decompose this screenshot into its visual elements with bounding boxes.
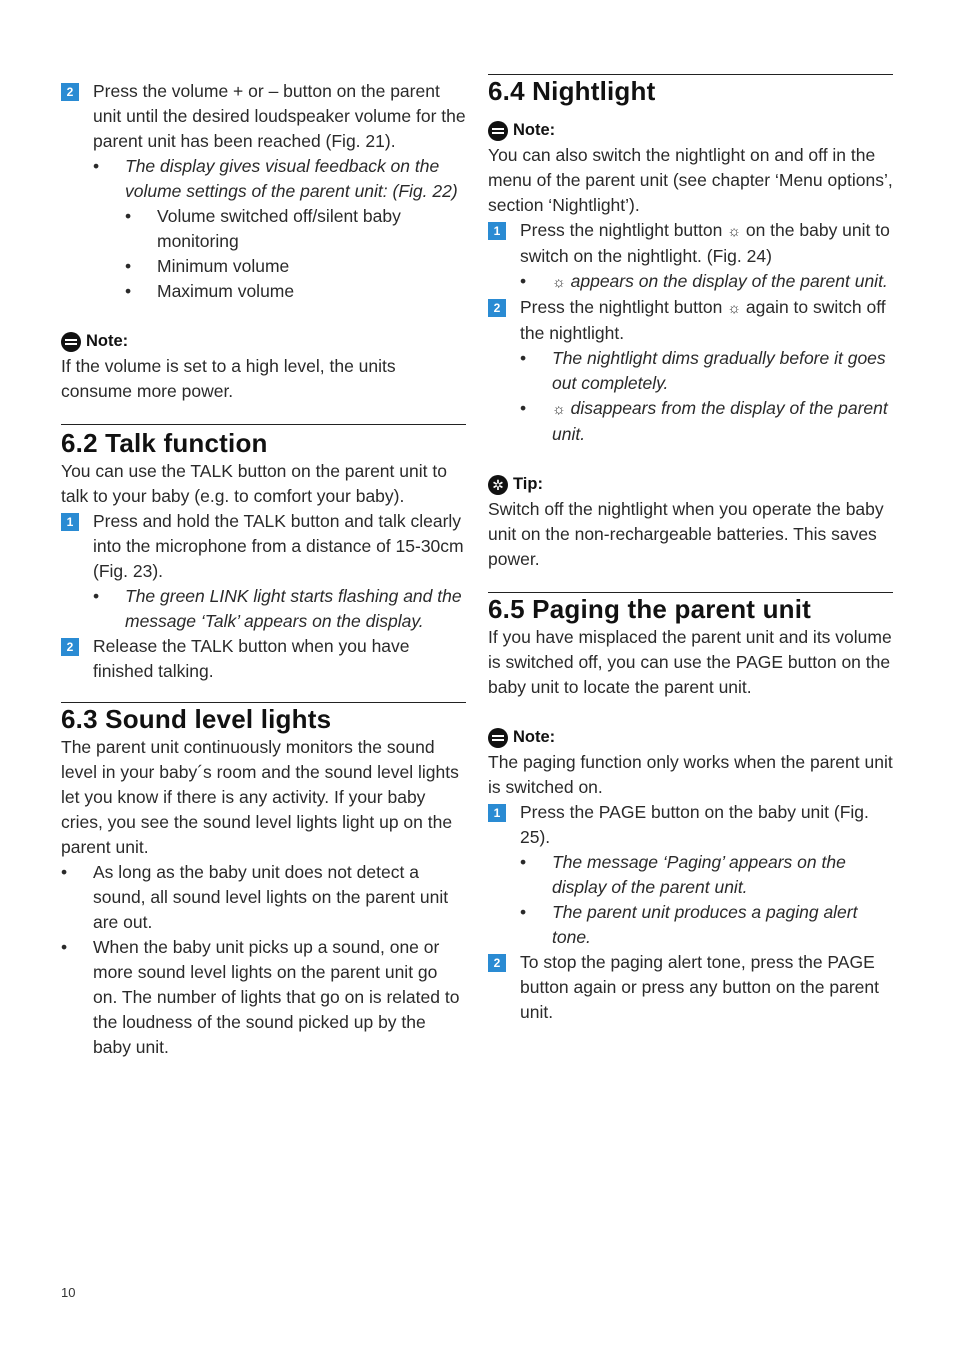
step-number-badge: 1 [488, 222, 506, 240]
right-column [488, 74, 893, 1025]
bullet-text: The message ‘Paging’ appears on the display of the parent unit. [552, 852, 846, 897]
sub-bullet-text: Volume switched off/silent baby monitoring [157, 206, 401, 251]
bullet-item [520, 900, 893, 950]
step-number-badge: 1 [61, 513, 79, 531]
section-rule [61, 424, 466, 425]
sub-bullet-text: Maximum volume [157, 281, 295, 301]
bullet-text: When the baby unit picks up a sound, one or more sound level lights on the parent unit go on. The number of lights that go on is related to the loudness of the sound picked up by the baby unit. [93, 937, 460, 1057]
step-number-badge: 2 [488, 299, 506, 317]
step-text [520, 218, 893, 269]
step-text-part: on the baby unit to switch on the nightlight. (Fig. 24) [520, 220, 890, 266]
sun-icon: ☼ [552, 401, 566, 418]
note-heading [61, 329, 466, 354]
step-text: Press and hold the TALK button and talk clearly into the microphone from a distance of 15-30cm (Fig. 23). [93, 511, 464, 581]
bullet-dot: • [93, 586, 100, 606]
bullet-item [93, 584, 466, 634]
bullet-item [520, 269, 893, 295]
page-number: 10 [61, 1285, 76, 1300]
bullet-item [61, 860, 466, 935]
tip-text: Switch off the nightlight when you operate the baby unit on the non-rechargeable batteries. This saves power. [488, 499, 884, 569]
nightlight-step-2 [488, 295, 893, 346]
bullet-item [61, 935, 466, 1060]
note-icon [61, 332, 81, 352]
bullet-dot: • [93, 156, 100, 176]
volume-step [61, 79, 466, 154]
note-label: Note: [513, 728, 556, 746]
step-text-part: Press the nightlight button [520, 297, 723, 317]
step-text: Release the TALK button when you have finished talking. [93, 636, 410, 681]
step-text-part: Press the nightlight button [520, 220, 723, 240]
bullet-text-part: disappears from the display of the parent unit. [552, 398, 888, 444]
bullet-dot: • [125, 281, 132, 301]
bullet-text [552, 269, 893, 295]
section-title-talk: 6.2 Talk function [61, 428, 268, 458]
bullet-item [520, 346, 893, 396]
section-title-sound: 6.3 Sound level lights [61, 704, 332, 734]
tip-label: Tip: [513, 475, 543, 493]
sub-bullet-item [125, 254, 466, 279]
step-number-badge: 2 [61, 638, 79, 656]
sun-icon: ☼ [552, 274, 566, 291]
paging-step-2 [488, 950, 893, 1025]
sun-icon: ☼ [727, 223, 741, 240]
bullet-dot: • [125, 206, 132, 226]
step-text: To stop the paging alert tone, press the PAGE button again or press any button on the parent unit. [520, 952, 880, 1022]
bullet-dot: • [61, 937, 68, 957]
bullet-dot: • [520, 852, 527, 872]
section-title-nightlight: 6.4 Nightlight [488, 76, 656, 106]
note-icon [488, 728, 508, 748]
tip-icon: ✲ [488, 475, 508, 495]
note-text: The paging function only works when the parent unit is switched on. [488, 752, 893, 797]
bullet-text-part: appears on the display of the parent unit. [570, 271, 888, 291]
bullet-dot: • [520, 902, 527, 922]
bullet-text [552, 396, 893, 447]
sun-icon: ☼ [727, 300, 741, 317]
talk-step-2 [61, 634, 466, 684]
bullet-text: As long as the baby unit does not detect a sound, all sound level lights on the parent unit are out. [93, 862, 449, 932]
note-text: If the volume is set to a high level, the units consume more power. [61, 356, 396, 401]
talk-intro: You can use the TALK button on the parent unit to talk to your baby (e.g. to comfort your baby). [61, 461, 447, 506]
note-heading [488, 118, 893, 143]
bullet-text: The green LINK light starts flashing and the message ‘Talk’ appears on the display. [125, 586, 462, 631]
bullet-dot: • [520, 398, 527, 418]
left-column [61, 79, 466, 1060]
section-title-paging: 6.5 Paging the parent unit [488, 594, 812, 624]
bullet-dot: • [520, 271, 527, 291]
sound-intro: The parent unit continuously monitors the sound level in your baby´s room and the sound level lights let you know if there is any activity. If your baby cries, you see the sound level lights light up on the parent unit. [61, 737, 459, 857]
tip-heading [488, 472, 893, 497]
note-text: You can also switch the nightlight on and off in the menu of the parent unit (see chapter ‘Menu options’, section ‘Nightlight’). [488, 145, 893, 215]
step-number-badge: 2 [488, 954, 506, 972]
bullet-text: The display gives visual feedback on the volume settings of the parent unit: (Fig. 22) [125, 156, 458, 201]
sub-bullet-item [125, 279, 466, 304]
bullet-dot: • [125, 256, 132, 276]
step-number-badge: 2 [61, 83, 79, 101]
bullet-text: The parent unit produces a paging alert tone. [552, 902, 858, 947]
paging-step-1 [488, 800, 893, 850]
step-text: Press the PAGE button on the baby unit (Fig. 25). [520, 802, 869, 847]
nightlight-step-1 [488, 218, 893, 269]
bullet-item [520, 396, 893, 447]
step-text-part: again to switch off the nightlight. [520, 297, 886, 343]
step-text: Press the volume + or – button on the parent unit until the desired loudspeaker volume for the parent unit has been reached (Fig. 21). [93, 81, 466, 151]
note-heading [488, 725, 893, 750]
step-number-badge: 1 [488, 804, 506, 822]
talk-step-1 [61, 509, 466, 584]
bullet-dot: • [61, 862, 68, 882]
bullet-dot: • [520, 348, 527, 368]
bullet-text: The nightlight dims gradually before it goes out completely. [552, 348, 886, 393]
paging-intro: If you have misplaced the parent unit and its volume is switched off, you can use the PAGE button on the baby unit to locate the parent unit. [488, 627, 892, 697]
bullet-item [93, 154, 466, 204]
sub-bullet-item [125, 204, 466, 254]
note-label: Note: [86, 332, 129, 350]
step-text [520, 295, 893, 346]
bullet-item [520, 850, 893, 900]
note-label: Note: [513, 121, 556, 139]
sub-bullet-text: Minimum volume [157, 256, 290, 276]
note-icon [488, 121, 508, 141]
